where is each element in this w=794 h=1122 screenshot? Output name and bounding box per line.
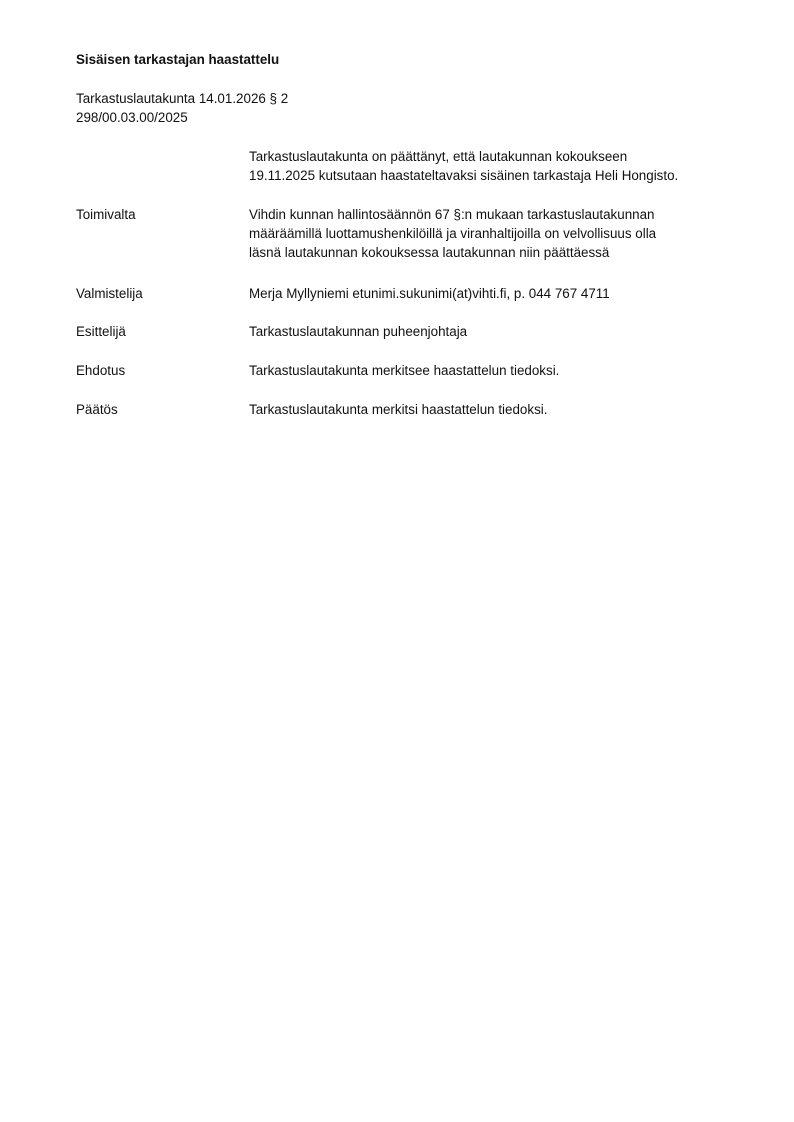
section-text	[249, 284, 729, 303]
intro-line: Tarkastuslautakunta on päättänyt, että lautakunnan kokoukseen	[249, 149, 628, 164]
section-line: määräämillä luottamushenkilöillä ja viranhaltijoilla on velvollisuus olla	[249, 226, 657, 241]
section-label: Toimivalta	[76, 207, 136, 222]
intro-text	[249, 147, 729, 185]
section-label: Ehdotus	[76, 363, 126, 378]
section-line: Tarkastuslautakunta merkitsee haastattelun tiedoksi.	[249, 363, 560, 378]
section-text	[249, 361, 729, 380]
document-title: Sisäisen tarkastajan haastattelu	[76, 52, 280, 67]
meeting-line: Tarkastuslautakunta 14.01.2026 § 2	[76, 91, 289, 106]
section-line: Vihdin kunnan hallintosäännön 67 §:n mukaan tarkastuslautakunnan	[249, 207, 655, 222]
section-label: Päätös	[76, 402, 118, 417]
section-label: Valmistelija	[76, 286, 143, 301]
section-label: Esittelijä	[76, 324, 126, 339]
section-text	[249, 205, 729, 262]
section-line: Tarkastuslautakunnan puheenjohtaja	[249, 324, 468, 339]
section-line: Tarkastuslautakunta merkitsi haastattelun tiedoksi.	[249, 402, 548, 417]
section-line: Merja Myllyniemi etunimi.sukunimi(at)vihti.fi, p. 044 767 4711	[249, 286, 610, 301]
section-text	[249, 322, 729, 341]
section-line: läsnä lautakunnan kokouksessa lautakunnan niin päättäessä	[249, 245, 610, 260]
record-number: 298/00.03.00/2025	[76, 110, 188, 125]
intro-line: 19.11.2025 kutsutaan haastateltavaksi sisäinen tarkastaja Heli Hongisto.	[249, 168, 679, 183]
meeting-reference	[76, 89, 288, 127]
section-text	[249, 400, 729, 419]
